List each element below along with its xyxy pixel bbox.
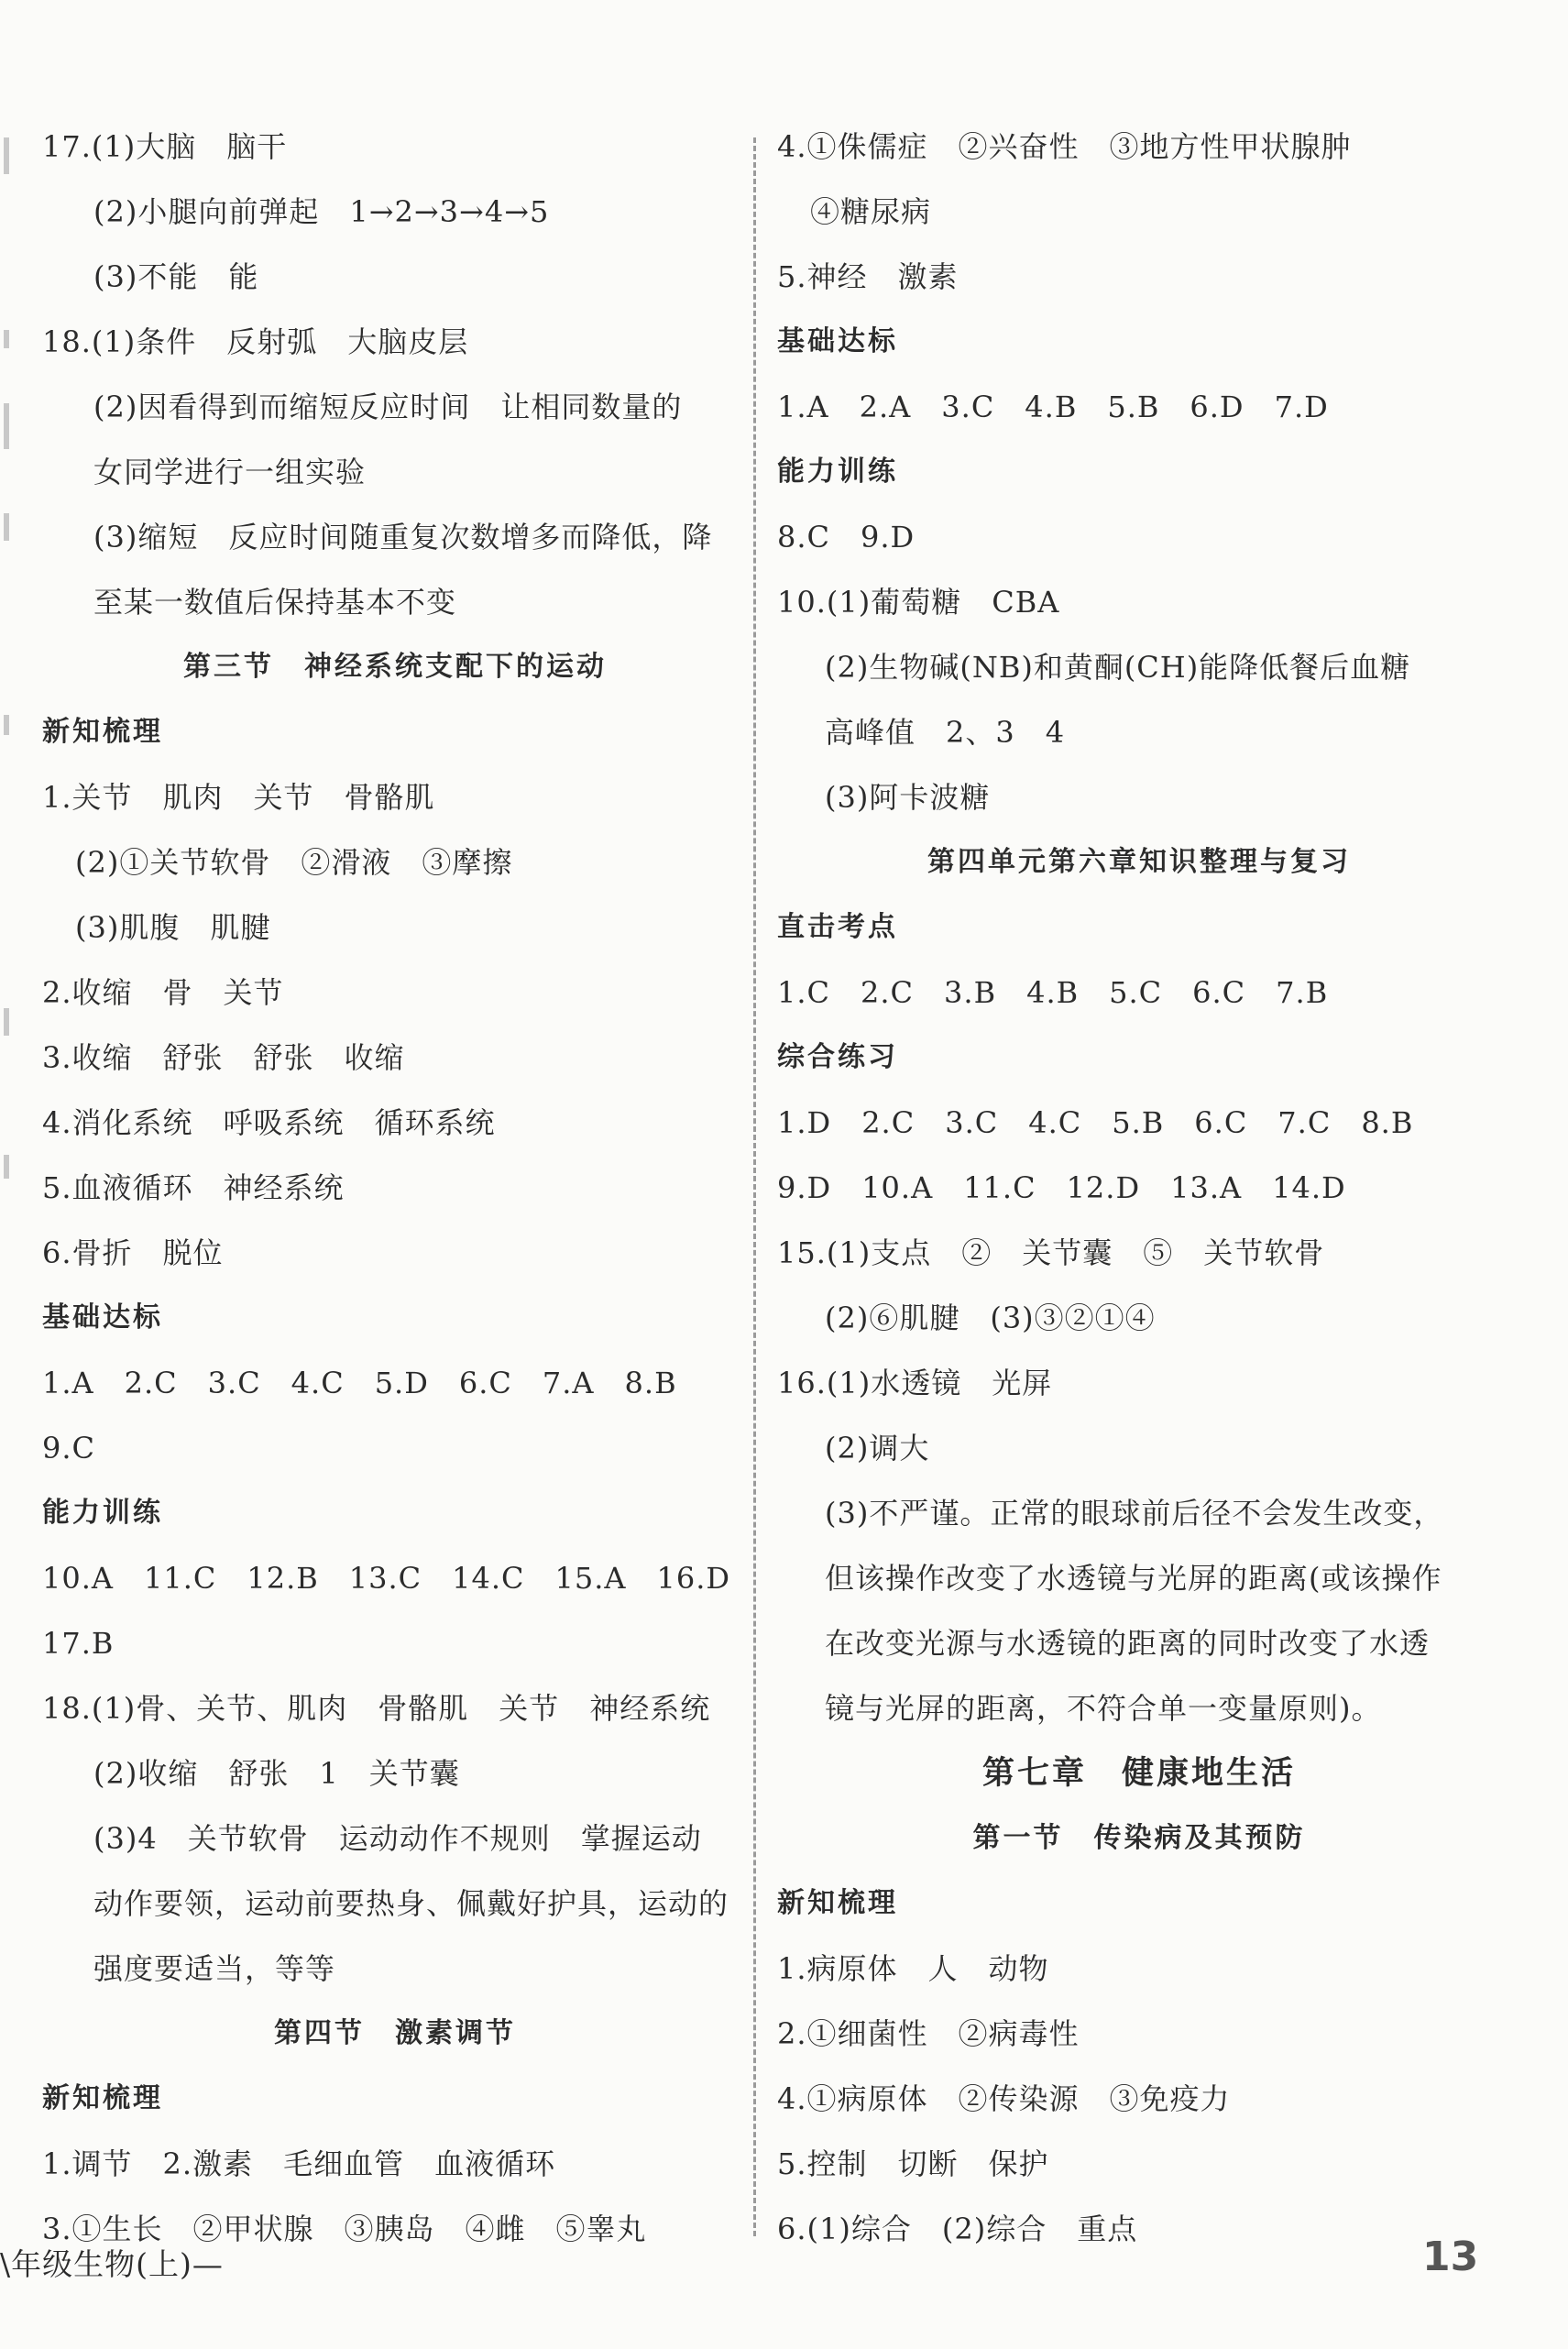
answer-line: 2.收缩 骨 关节 — [42, 975, 284, 1010]
answer-line: (3)缩短 反应时间随重复次数增多而降低，降 — [93, 520, 713, 554]
section-heading: 综合练习 — [777, 1041, 898, 1073]
answer-line: 9.D 10.A 11.C 12.D 13.A 14.D — [777, 1170, 1346, 1205]
answer-line: 1.病原体 人 动物 — [777, 1951, 1049, 1986]
section-heading: 基础达标 — [777, 325, 898, 357]
answer-line: 但该操作改变了水透镜与光屏的距离(或该操作 — [825, 1561, 1442, 1596]
answer-line: 5.控制 切断 保护 — [777, 2146, 1049, 2181]
section-heading: 基础达标 — [42, 1301, 163, 1334]
section-heading: 新知梳理 — [777, 1887, 898, 1919]
answer-line: (2)生物碱(NB)和黄酮(CH)能降低餐后血糖 — [825, 650, 1411, 685]
answer-line: 5.神经 激素 — [777, 259, 959, 294]
answer-line: 女同学进行一组实验 — [93, 455, 367, 489]
answer-line: 15.(1)支点 ② 关节囊 ⑤ 关节软骨 — [777, 1235, 1325, 1270]
answer-line: 4.①侏儒症 ②兴奋性 ③地方性甲状腺肿 — [777, 129, 1352, 164]
answer-line: (2)收缩 舒张 1 关节囊 — [93, 1756, 460, 1791]
answer-line: (3)肌腹 肌腱 — [75, 910, 271, 945]
answer-line: 1.关节 肌肉 关节 骨骼肌 — [42, 780, 435, 815]
section-heading: 新知梳理 — [42, 716, 163, 748]
answer-line: 1.D 2.C 3.C 4.C 5.B 6.C 7.C 8.B — [777, 1105, 1414, 1140]
answer-line: 至某一数值后保持基本不变 — [93, 585, 457, 620]
answer-line: 1.调节 2.激素 毛细血管 血液循环 — [42, 2146, 556, 2181]
book-title: \年级生物(上)— — [0, 2246, 224, 2282]
section-heading: 能力训练 — [777, 456, 898, 488]
answer-line: ④糖尿病 — [810, 194, 932, 229]
answer-line: (2)小腿向前弹起 1→2→3→4→5 — [93, 194, 550, 229]
answer-line: 3.收缩 舒张 舒张 收缩 — [42, 1040, 405, 1075]
chapter-heading: 第七章 健康地生活 — [981, 1755, 1296, 1792]
answer-line: (3)阿卡波糖 — [825, 780, 991, 815]
answer-line: 4.①病原体 ②传染源 ③免疫力 — [777, 2081, 1231, 2116]
section-heading: 第一节 传染病及其预防 — [972, 1822, 1306, 1854]
answer-line: (3)不能 能 — [93, 259, 259, 294]
section-heading: 直击考点 — [777, 911, 898, 943]
answer-line: 6.(1)综合 (2)综合 重点 — [777, 2212, 1138, 2246]
section-heading: 第四节 激素调节 — [274, 2017, 516, 2049]
answer-line: 9.C — [42, 1431, 96, 1465]
answer-line: (2)因看得到而缩短反应时间 让相同数量的 — [93, 390, 683, 424]
section-heading: 第三节 神经系统支配下的运动 — [183, 651, 607, 683]
answer-line: 5.血液循环 神经系统 — [42, 1170, 345, 1205]
answer-line: 1.A 2.A 3.C 4.B 5.B 6.D 7.D — [777, 390, 1329, 424]
answer-line: (2)⑥肌腱 (3)③②①④ — [825, 1301, 1156, 1335]
answer-line: 2.①细菌性 ②病毒性 — [777, 2016, 1080, 2051]
answer-line: 在改变光源与水透镜的距离的同时改变了水透 — [825, 1626, 1431, 1661]
answer-line: 17.B — [42, 1626, 115, 1661]
answer-line: 1.A 2.C 3.C 4.C 5.D 6.C 7.A 8.B — [42, 1366, 677, 1400]
answer-line: (3)4 关节软骨 运动动作不规则 掌握运动 — [93, 1821, 702, 1856]
answer-line: 4.消化系统 呼吸系统 循环系统 — [42, 1105, 496, 1140]
answer-line: 18.(1)骨、关节、肌肉 骨骼肌 关节 神经系统 — [42, 1691, 711, 1726]
answer-line: 镜与光屏的距离，不符合单一变量原则)。 — [825, 1691, 1382, 1726]
answer-line: 16.(1)水透镜 光屏 — [777, 1366, 1053, 1400]
answer-line: 动作要领，运动前要热身、佩戴好护具，运动的 — [93, 1886, 729, 1921]
answer-line: 强度要适当，等等 — [93, 1951, 336, 1986]
answer-line: (2)①关节软骨 ②滑液 ③摩擦 — [75, 845, 513, 880]
answer-line: 18.(1)条件 反射弧 大脑皮层 — [42, 324, 469, 359]
answer-line: 8.C 9.D — [777, 520, 916, 554]
answer-line: 10.A 11.C 12.B 13.C 14.C 15.A 16.D — [42, 1561, 731, 1596]
page-number: 13 — [1422, 2234, 1479, 2280]
column-divider — [753, 137, 756, 2236]
answer-line: 高峰值 2、3 4 — [825, 715, 1066, 750]
answer-line: 10.(1)葡萄糖 CBA — [777, 585, 1060, 620]
answer-line: (3)不严谨。正常的眼球前后径不会发生改变， — [825, 1496, 1444, 1531]
answer-line: 3.①生长 ②甲状腺 ③胰岛 ④雌 ⑤睾丸 — [42, 2212, 647, 2246]
section-heading: 新知梳理 — [42, 2082, 163, 2114]
answer-line: 6.骨折 脱位 — [42, 1235, 224, 1270]
section-heading: 能力训练 — [42, 1497, 163, 1529]
binding-edge-marks — [0, 128, 16, 1228]
section-heading: 第四单元第六章知识整理与复习 — [927, 846, 1351, 878]
answer-line: 1.C 2.C 3.B 4.B 5.C 6.C 7.B — [777, 975, 1329, 1010]
answer-line: (2)调大 — [825, 1431, 930, 1465]
answer-line: 17.(1)大脑 脑干 — [42, 129, 288, 164]
